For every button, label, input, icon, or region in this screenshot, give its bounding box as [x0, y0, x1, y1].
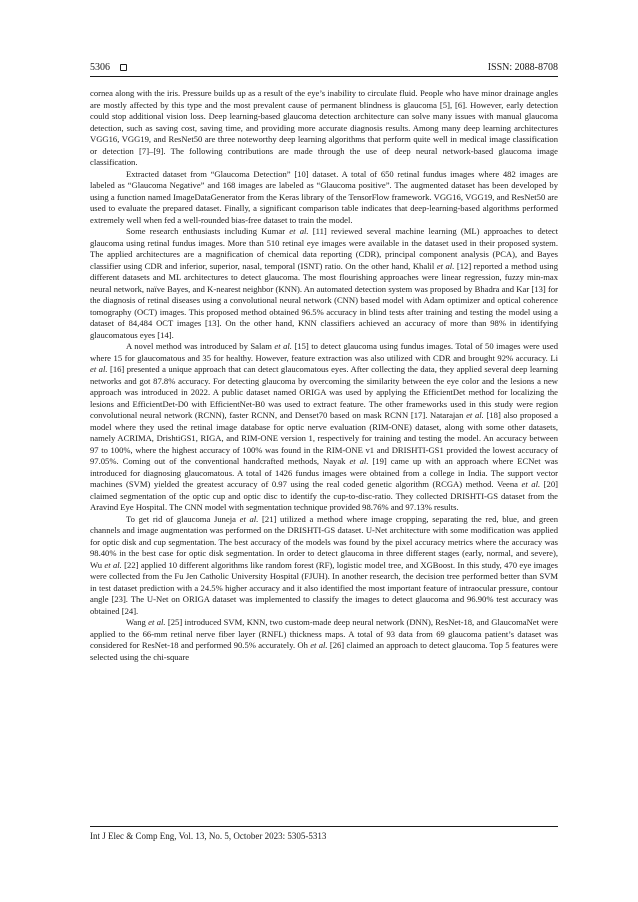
italic-text: et al. — [521, 479, 541, 489]
paragraph-text: cornea along with the iris. Pressure builds up as a result of the eye’s inability to circulate fluid. People who have minor drainage angles are mostly affected by this type and the most prevalent cause of permanent blindness is glaucoma [5], [6]. However, early detection could stop additional vision loss. Deep learning-based glaucoma detection architecture can solve many issues with manual glaucoma detection, such as saving cost, saving time, and providing more accurate diagnosis results. Among many deep learning architectures VGG16, VGG19, and ResNet50 are three noteworthy deep learning algorithms that perform quite well in medical image classification or detection [7]–[9]. The following contributions are made through the use of deep neural network-based glaucoma image classification. — [90, 88, 558, 167]
paragraph-text: A novel method was introduced by Salam — [126, 341, 275, 351]
paragraph-text: [21] utilized a method where image cropping, separating the red, blue, and green channels and image augmentation was performed on the DRISHTI-GS dataset. U-Net architecture with some modification was applied for optic disk and cup segmentation. The best accuracy of the models was found by the pixel accuracy metrics where the accuracy was 98.40% in the best case for optic disk segmentation. In order to detect glaucoma in three different stages (early, normal, and severe), Wu — [90, 513, 559, 570]
paragraph-text: Wang — [126, 617, 149, 627]
italic-text: et al. — [104, 559, 122, 570]
italic-text: et al. — [239, 513, 259, 524]
article-body — [90, 88, 558, 663]
paragraph-text: [16] presented a unique approach that can detect glaucomatous eyes. After collecting the data, they applied several deep learning networks and got 87.8% accuracy. For detecting glaucoma by overcoming the similarity between the eye color and the lesions a new approach was introduced in 2022. A public dataset named ORIGA was used by applying the EfficientDet method for localizing the lesions and EfficientDet-D0 with EfficientNet-B0 was used to extract feature. The other frameworks used in this study were region convolutional neural network (RCNN), faster RCNN, and Denset70 based on mask RCNN [17]. Natarajan — [90, 364, 558, 420]
italic-text: et al. — [466, 410, 484, 420]
body-paragraph — [90, 88, 558, 169]
paragraph-text: To get rid of glaucoma Juneja — [126, 513, 240, 524]
italic-text: et al. — [310, 640, 328, 650]
footer-divider — [90, 826, 558, 827]
body-paragraph — [90, 169, 558, 227]
paragraph-text: [22] applied 10 different algorithms like random forest (RF), logistic model tree, and XGBoost. In this study, 470 eye images were collected from the Fu Jen Catholic University Hospital (FJUH). In another research, the decision tree performed better than SVM in test dataset prediction with a 24.5% higher accuracy and it also identified the most important feature of intraocular pressure, contour angle [23]. The U-Net on ORIGA dataset was implemented to classify the images to detect glaucoma and 96.90% test accuracy was obtained [24]. — [90, 559, 559, 616]
paragraph-text: [18] also proposed a model where they used the retinal image database for optic nerve evaluation (RIM-ONE) dataset, along with some other datasets, namely ACRIMA, DrishtiGS1, RIGA, and RIM-ONE version 1, respectively for training and testing the model. An accuracy between 97 to 100%, where the highest accuracy of 100% was found in the RIM-ONE v1 and DRISHTI-GS1 provided the lowest accuracy of 97.05%. Coming out of the conventional handcrafted methods, Nayak — [90, 410, 559, 466]
page-number: 5306 — [90, 62, 110, 73]
italic-text: et al. — [349, 456, 369, 466]
square-box-icon — [120, 64, 127, 71]
italic-text: et al. — [436, 260, 455, 271]
paragraph-text: [11] reviewed several machine learning (ML) approaches to detect glaucoma using retinal fundus images. More than 510 retinal eye images were available in the dataset used in their proposed system. The applied architectures are a magnification of chemical data reporting (CDR), principal component analysis (PCA), and Bayes classifier using CDR and inferior, superior, nasal, temporal (ISNT) ratio. On the other hand, Khalil — [90, 226, 558, 271]
journal-citation: Int J Elec & Comp Eng, Vol. 13, No. 5, October 2023: 5305-5313 — [90, 831, 327, 841]
italic-text: et al. — [289, 226, 309, 236]
paragraph-text: [20] claimed segmentation of the optic cup and optic disc to identify the cup-to-disc-ratio. They collected DRISHTI-GS dataset from the Aravind Eye Hospital. The CNN model with segmentation technique provided 98.76% and 97.13% results. — [90, 479, 558, 512]
paragraph-text: Extracted dataset from “Glaucoma Detection” [10] dataset. A total of 650 retinal fundus images where 482 images are labeled as “Glaucoma Negative” and 168 images are labeled as “Glaucoma positive”. The augmented dataset has been developed by using a function named ImageDataGenerator from the Keras library of the TensorFlow framework. VGG16, VGG19, and ResNet50 are used to evaluate the prepared dataset. Finally, a significant comparison table indicates that deep-learning-based algorithms performed extremely well when fed a well-rounded bias-free dataset to train the model. — [90, 168, 558, 225]
italic-text: et al. — [274, 341, 292, 351]
paragraph-text: [26] claimed an approach to detect glaucoma. Top 5 features were selected using the chi-square — [90, 640, 558, 662]
body-paragraph — [90, 341, 558, 514]
header-divider — [90, 76, 558, 77]
body-paragraph — [90, 514, 558, 618]
page-header — [90, 62, 558, 76]
paragraph-text: [12] reported a method using different datasets and ML architectures to detect glaucoma. The most flourishing approaches were linear regression, fuzzy min-max neural network, naïve Bayes, and K-nearest neighbor (KNN). An automated detection system was proposed by Bhadra and Kar [13] for the diagnosis of retinal diseases using a convolutional neural network (CNN) based model with Adam optimizer and optical coherence tomography (OCT) images. This proposed method obtained 96.5% accuracy in blind tests after training and testing the model using a dataset of 84,484 OCT images [13]. On the other hand, KNN classifiers achieved an accuracy of more than 98% in identifying glaucomatous eyes [14]. — [90, 260, 559, 340]
italic-text: et al. — [148, 617, 166, 627]
issn-label: ISSN: 2088-8708 — [487, 62, 558, 73]
paragraph-text: [25] introduced SVM, KNN, two custom-made deep neural network (DNN), ResNet-18, and GlaucomaNet were applied to the 66-mm retinal nerve fiber layer (RNFL) thickness maps. A total of 93 data from 69 glaucoma patient’s dataset was considered for ResNet-18 and performed 90.5% accurately. Oh — [90, 617, 559, 650]
body-paragraph — [90, 617, 558, 663]
body-paragraph — [90, 226, 558, 341]
paragraph-text: [19] came up with an approach where ECNet was introduced for diagnosing glaucomatous. A total of 1426 fundus images were obtained from a college in India. The support vector machines (SVM) yielded the greatest accuracy of 0.97 using the real coded genetic algorithm (RCGA) method. Veena — [90, 456, 558, 489]
paragraph-text: [15] to detect glaucoma using fundus images. Total of 50 images were used where 15 for glaucomatous and 35 for healthy. However, feature extraction was also utilized with CDR and brought 92% accuracy. Li — [90, 341, 558, 363]
italic-text: et al. — [90, 364, 108, 374]
paragraph-text: Some research enthusiasts including Kumar — [126, 226, 290, 236]
